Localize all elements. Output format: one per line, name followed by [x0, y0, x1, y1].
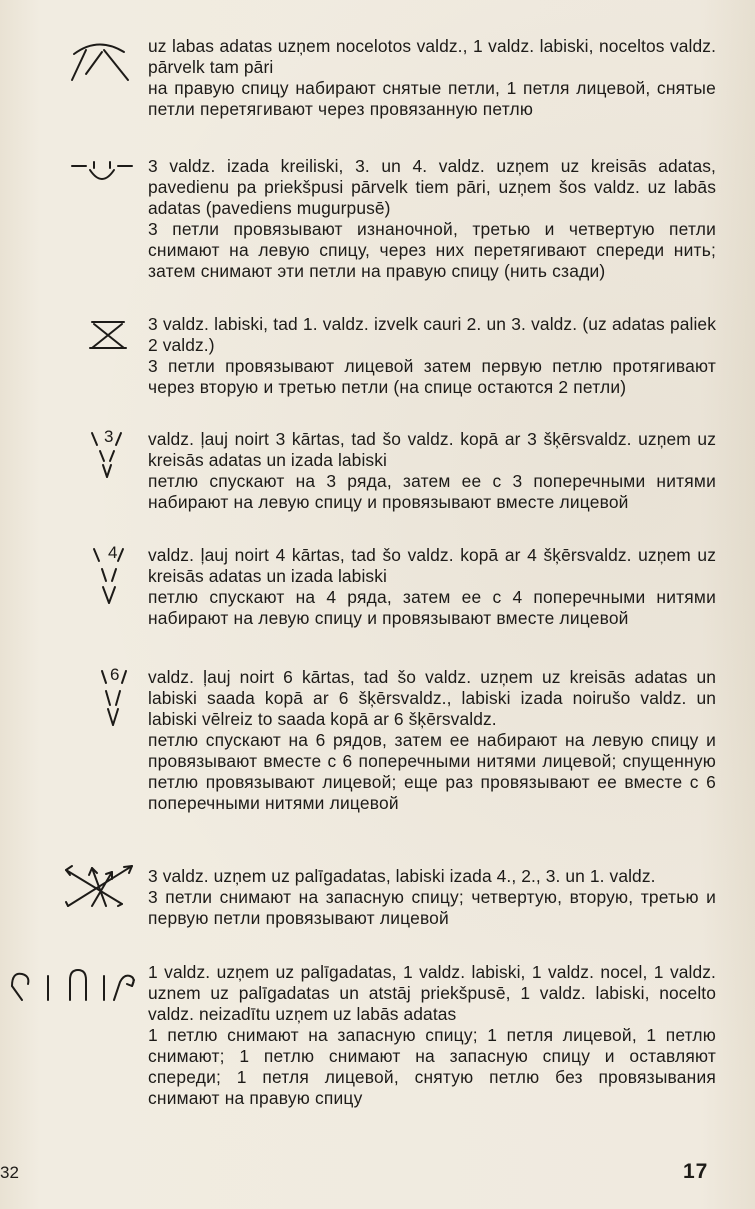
- latvian-description: 3 valdz. izada kreiliski, 3. un 4. valdz. uzņem uz kreisās adatas, pavedienu pa priekšpusi pārvelk tiem pāri, uzņem šos valdz. uz labās adatas (pavediens mugurpusē): [148, 156, 716, 218]
- cross-cable-icon: [62, 862, 144, 910]
- twisted-cable-icon: [8, 968, 90, 1004]
- russian-description: петлю спускают на 4 ряда, затем ее с 4 поперечными нитями набирают на левую спицу и провязывают вместе лицевой: [148, 587, 716, 628]
- russian-description: петлю спускают на 6 рядов, затем ее набирают на левую спицу и провязывают вместе с 6 поперечными нитями лицевой; спущенную петлю провязывают лицевой; еще раз провязывают ее вместе с 6 поперечными нитями лицевой: [148, 730, 716, 813]
- latvian-description: 3 valdz. uzņem uz palīgadatas, labiski izada 4., 2., 3. un 1. valdz.: [148, 866, 656, 886]
- russian-description: 3 петли провязывают лицевой затем первую петлю протягивают через вторую и третью петли (на спице остаются 2 петли): [148, 356, 716, 397]
- russian-description: на правую спицу набирают снятые петли, 1 петля лицевой, снятые петли перетягивают через провязанную петлю: [148, 78, 716, 119]
- russian-description: 1 петлю снимают на запасную спицу; 1 петля лицевой, 1 петлю снимают; 1 петлю снимают на запасную спицу и оставляют спереди; 1 петля лицевой, снятую петлю без провязывания снимают на правую спицу: [148, 1025, 716, 1108]
- latvian-description: 3 valdz. labiski, tad 1. valdz. izvelk cauri 2. un 3. valdz. (uz adatas paliek 2 valdz.): [148, 314, 716, 355]
- symbol-number: 4: [108, 543, 118, 562]
- latvian-description: uz labas adatas uzņem nocelotos valdz., 1 valdz. labiski, noceltos valdz. pārvelk tam pāri: [148, 36, 716, 77]
- left-page-number: 32: [0, 1163, 19, 1182]
- russian-description: 3 петли снимают на запасную спицу; четвертую, вторую, третью и первую петли провязывают лицевой: [148, 887, 716, 928]
- russian-description: 3 петли провязывают изнаночной, третью и четвертую петли снимают на левую спицу, через них перетягивают спереди нить; затем снимают эти петли на правую спицу (нить сзади): [148, 219, 716, 281]
- latvian-description: 1 valdz. uzņem uz palīgadatas, 1 valdz. labiski, 1 valdz. nocel, 1 valdz. uznem uz palīgadatas un atstāj priekšpusē, 1 valdz. labiski, nocelto valdz. neizadītu uzņem uz labās adatas: [148, 962, 716, 1024]
- page-number: 17: [683, 1160, 709, 1183]
- russian-description: петлю спускают на 3 ряда, затем ее с 3 поперечными нитями набирают на левую спицу и провязывают вместе лицевой: [148, 471, 716, 512]
- latvian-description: valdz. ļauj noirt 6 kārtas, tad šo valdz. uzņem uz kreisās adatas un labiski saada kopā ar 6 šķērsvaldz., labiski izada noirušo valdz. un labiski vēlreiz to saada kopā ar 6 šķērsvaldz.: [148, 667, 716, 729]
- latvian-description: valdz. ļauj noirt 3 kārtas, tad šo valdz. kopā ar 3 šķērsvaldz. uzņem uz kreisās adatas un izada labiski: [148, 429, 716, 470]
- wrap-stitch-icon: [70, 160, 152, 186]
- symbol-number: 3: [104, 427, 114, 446]
- latvian-description: valdz. ļauj noirt 4 kārtas, tad šo valdz. kopā ar 4 šķērsvaldz. uzņem uz kreisās adatas un izada labiski: [148, 545, 716, 586]
- slip-pass-decrease-icon: [68, 40, 150, 84]
- symbol-number: 6: [110, 665, 120, 684]
